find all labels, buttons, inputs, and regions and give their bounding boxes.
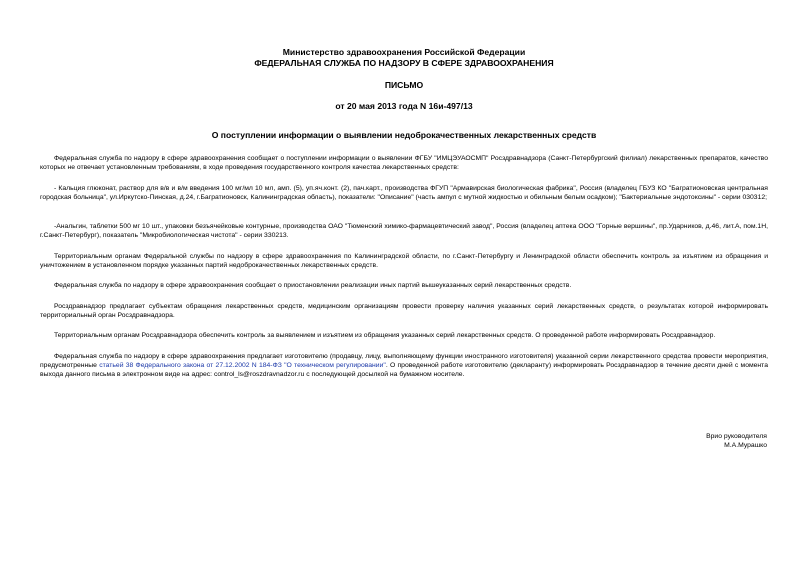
document-page — [40, 0, 768, 390]
paragraph-manufacturer-text-a: Федеральная служба по надзору в сфере здравоохранения предлагает изготовителю (продавцу, лицу, выполняющему функции иностранного изготовителя) указанной серии лекарственного средства провести мероприятия, предусмотренные — [40, 352, 768, 369]
document-body — [40, 154, 768, 379]
paragraph-manufacturer — [40, 352, 768, 380]
service-name: ФЕДЕРАЛЬНАЯ СЛУЖБА ПО НАДЗОРУ В СФЕРЕ ЗДРАВООХРАНЕНИЯ — [254, 58, 554, 68]
document-date-number: от 20 мая 2013 года N 16и-497/13 — [335, 101, 473, 111]
law-article-link[interactable]: статьей 38 Федерального закона от 27.12.2002 N 184-ФЗ "О техническом регулировании" — [99, 361, 386, 369]
paragraph-item-analgin: -Анальгин, таблетки 500 мг 10 шт., упаковки безъячейковые контурные, производства ОАО "Тюменский химико-фармацевтический завод", Россия (владелец аптека ООО "Горные вершины", пр.Ударников, д.46, лит.А, пом.1Н, г.Санкт-Петербург), показатель "Микробиологическая чистота" - серии 330213. — [40, 223, 768, 240]
paragraph-intro: Федеральная служба по надзору в сфере здравоохранения сообщает о поступлении информации о выявлении ФГБУ "ИМЦЭУАОСМП" Росздравнадзора (Санкт-Петербургский филиал) лекарственных препаратов, качество которых не отвечает установленным требованиям, в ходе проведения государственного контроля качества лекарственных средств: — [40, 155, 768, 172]
ministry-name: Министерство здравоохранения Российской Федерации — [282, 47, 526, 57]
signatory-name: М.А.Мурашко — [724, 442, 767, 450]
paragraph-suspension: Федеральная служба по надзору в сфере здравоохранения сообщает о приостановлении реализации иных партий вышеуказанных серий лекарственных средств. — [54, 282, 572, 290]
document-type: ПИСЬМО — [384, 80, 424, 90]
paragraph-manufacturer-text-b: . О проведенной работе изготовителю (декларанту) информировать Росздравнадзор в течение десяти дней с момента выхода данного письма в электронном виде на адрес: control_ls@roszdravnadzor.ru с последующей досылкой на бумажном носителе. — [40, 361, 768, 379]
paragraph-territorial-report: Территориальным органам Росздравнадзора обеспечить контроль за выявлением и изъятием из обращения указанных серий лекарственных средств. О проведенной работе информировать Росздравнадзор. — [54, 332, 716, 340]
paragraph-check-proposal: Росздравнадзор предлагает субъектам обращения лекарственных средств, медицинским организациям провести проверку наличия указанных серий лекарственных средств, о результатах которой информировать территориальный орган Росздравнадзора. — [40, 302, 768, 319]
signatory-position: Врио руководителя — [706, 433, 767, 440]
paragraph-item-calcium-gluconate: - Кальция глюконат, раствор для в/в и в/м введения 100 мг/мл 10 мл, амп. (5), уп.яч.конт. (2), пач.карт., производства ФГУП "Армавирская биологическая фабрика", Россия (владелец ГБУЗ КО "Багратионовская центральная городская больница", ул.Иркутско-Пинская, д.24, г.Багратионовск, Калининградская область), показатели: "Описание" (часть ампул с мутной жидкостью и обильным белым осадком); "Бактериальные эндотоксины" - серии 030312; — [40, 184, 768, 201]
document-title: О поступлении информации о выявлении недоброкачественных лекарственных средств — [211, 130, 597, 140]
signature-block — [706, 432, 767, 451]
paragraph-territorial-control: Территориальным органам Федеральной службы по надзору в сфере здравоохранения по Калининградской области, по г.Санкт-Петербургу и Ленинградской области обеспечить контроль за изъятием из обращения и уничтожением в установленном порядке указанных партий недоброкачественных лекарственных средств. — [40, 252, 768, 270]
